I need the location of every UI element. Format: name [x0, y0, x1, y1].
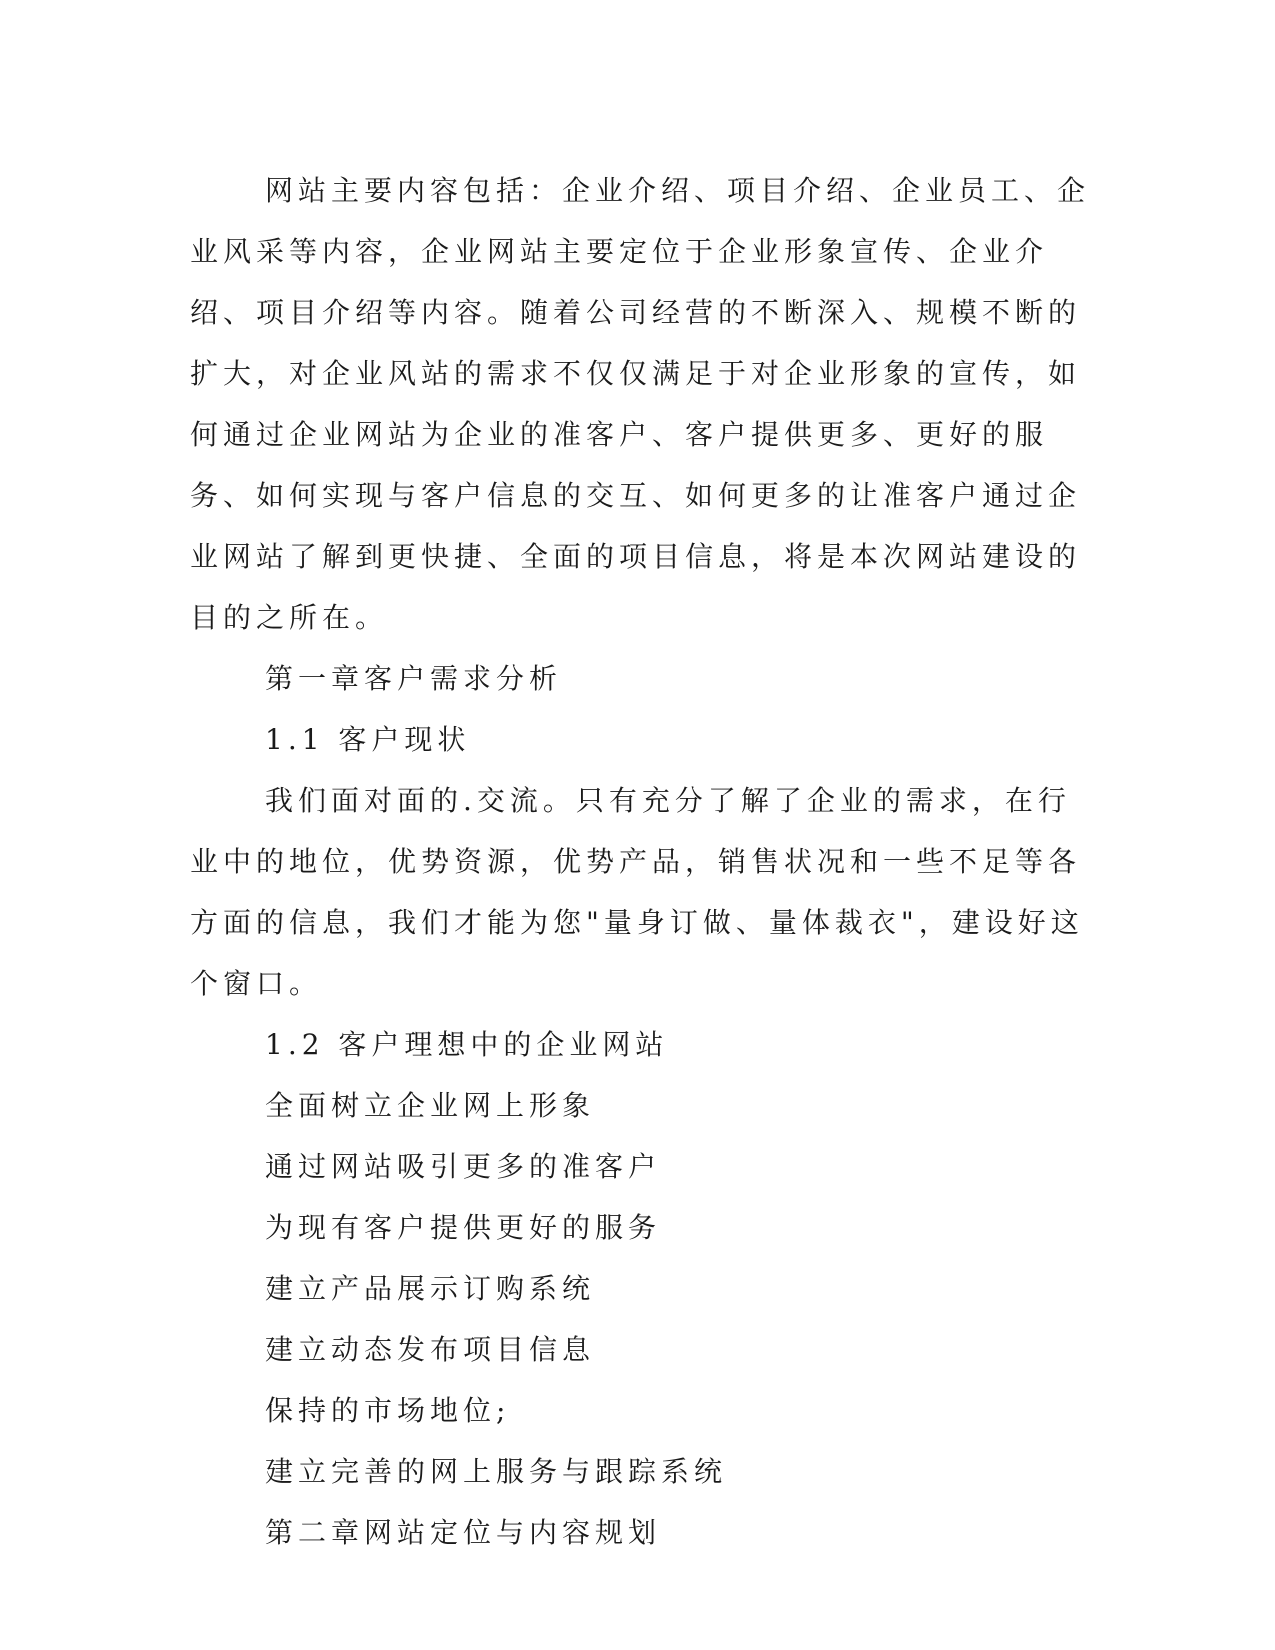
list-item: 通过网站吸引更多的准客户 [265, 1150, 662, 1183]
list-item: 建立产品展示订购系统 [265, 1272, 596, 1305]
list-item: 建立完善的网上服务与跟踪系统 [265, 1455, 728, 1488]
chapter-1-heading: 第一章客户需求分析 [265, 662, 563, 695]
section-1-1-paragraph: 我们面对面的.交流。只有充分了解了企业的需求，在行业中的地位，优势资源，优势产品，销售状况和一些不足等各方面的信息，我们才能为您"量身订做、量体裁衣"，建设好这个窗口。 [190, 784, 1084, 1000]
list-item: 为现有客户提供更好的服务 [265, 1211, 662, 1244]
section-1-1-heading: 1.1 客户现状 [265, 723, 471, 756]
document-body [190, 160, 1090, 1563]
section-1-2-heading: 1.2 客户理想中的企业网站 [265, 1028, 669, 1061]
intro-paragraph: 网站主要内容包括：企业介绍、项目介绍、企业员工、企业风采等内容，企业网站主要定位于企业形象宣传、企业介绍、项目介绍等内容。随着公司经营的不断深入、规模不断的扩大，对企业风站的需求不仅仅满足于对企业形象的宣传，如何通过企业网站为企业的准客户、客户提供更多、更好的服务、如何实现与客户信息的交互、如何更多的让准客户通过企业网站了解到更快捷、全面的项目信息，将是本次网站建设的目的之所在。 [190, 174, 1091, 634]
list-item: 建立动态发布项目信息 [265, 1333, 596, 1366]
list-item: 全面树立企业网上形象 [265, 1089, 596, 1122]
list-item: 保持的市场地位; [265, 1394, 511, 1427]
chapter-2-heading: 第二章网站定位与内容规划 [265, 1516, 662, 1549]
